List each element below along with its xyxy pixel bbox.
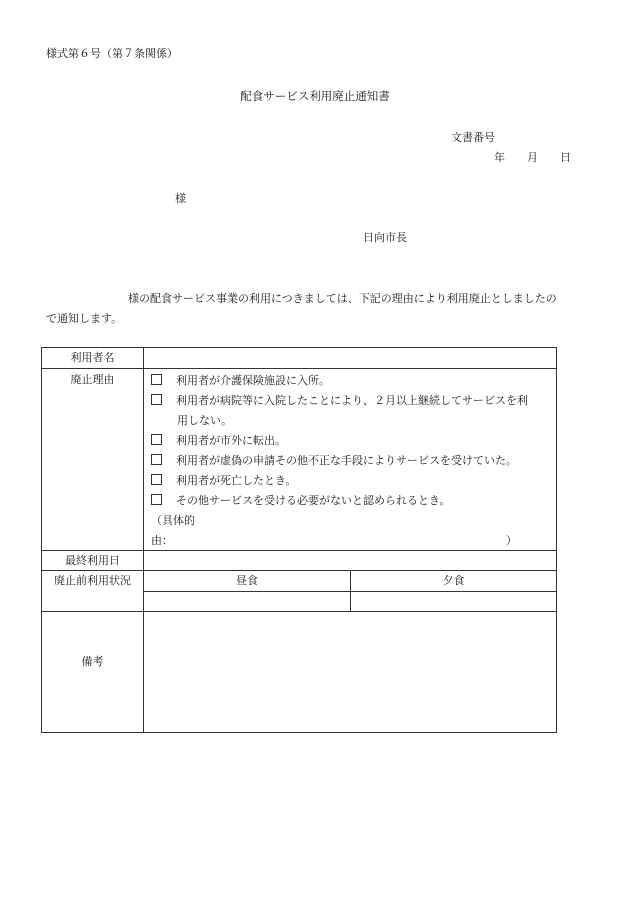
lunch-header: 昼食 xyxy=(144,571,351,591)
detail-reason-open: （具体的 xyxy=(151,514,195,527)
notes-label: 備考 xyxy=(42,612,144,732)
reason-item[interactable]: 利用者が病院等に入院したことにより、２月以上継続してサービスを利 xyxy=(151,391,556,411)
dinner-value-field[interactable] xyxy=(351,592,556,611)
lunch-value-field[interactable] xyxy=(144,592,351,611)
reason-item[interactable]: その他サービスを受ける必要がないと認められるとき。 xyxy=(151,491,556,511)
prior-usage-label: 廃止前利用状況 xyxy=(42,571,144,611)
date-month: 月 xyxy=(527,151,538,164)
checkbox-icon[interactable] xyxy=(151,474,162,485)
dinner-header: 夕食 xyxy=(442,574,465,587)
row-user-name xyxy=(42,348,556,368)
form-number: 様式第６号（第７条関係） xyxy=(46,47,178,60)
detail-reason-close: ） xyxy=(506,534,517,547)
checkbox-icon[interactable] xyxy=(151,494,162,505)
reason-item[interactable]: 利用者が市外に転出。 xyxy=(151,431,556,451)
row-reason xyxy=(42,368,556,550)
checkbox-icon[interactable] xyxy=(151,454,162,465)
detail-reason-line[interactable] xyxy=(144,531,556,551)
row-notes xyxy=(42,611,556,732)
notes-field[interactable] xyxy=(144,612,556,732)
body-text-line1: 様の配食サービス事業の利用につきましては、下記の理由により利用廃止としましたの xyxy=(128,292,557,305)
prior-usage-field xyxy=(144,571,556,611)
reason-list xyxy=(144,369,556,511)
reason-item[interactable]: 利用者が死亡したとき。 xyxy=(151,471,556,491)
notice-table xyxy=(41,347,557,733)
meal-value-row xyxy=(144,592,556,611)
meal-header-row xyxy=(144,571,556,592)
checkbox-icon[interactable] xyxy=(151,434,162,445)
meal-grid xyxy=(144,571,556,611)
body-text-line2: で通知します。 xyxy=(46,312,123,325)
reason-item-continuation: 用しない。 xyxy=(177,414,232,427)
last-use-date-field[interactable] xyxy=(144,551,556,570)
reason-item[interactable]: 利用者が介護保険施設に入所。 xyxy=(151,371,556,391)
checkbox-icon[interactable] xyxy=(151,374,162,385)
reason-field xyxy=(144,369,556,550)
date-year: 年 xyxy=(494,151,505,164)
last-use-date-label: 最終利用日 xyxy=(42,551,144,570)
detail-reason-label: 由： xyxy=(151,534,173,547)
user-name-label: 利用者名 xyxy=(42,348,144,368)
date-day: 日 xyxy=(560,151,571,164)
reason-label: 廃止理由 xyxy=(42,369,144,550)
issuer-name: 日向市長 xyxy=(363,231,407,244)
date-line xyxy=(494,151,571,165)
row-prior-usage xyxy=(42,570,556,611)
reason-item[interactable]: 利用者が虚偽の申請その他不正な手段によりサービスを受けていた。 xyxy=(151,451,556,471)
document-title: 配食サービス利用廃止通知書 xyxy=(240,89,390,103)
row-last-use-date xyxy=(42,550,556,570)
checkbox-icon[interactable] xyxy=(151,394,162,405)
document-number-label: 文書番号 xyxy=(451,131,495,144)
user-name-field[interactable] xyxy=(144,348,556,368)
addressee-suffix: 様 xyxy=(175,192,186,205)
